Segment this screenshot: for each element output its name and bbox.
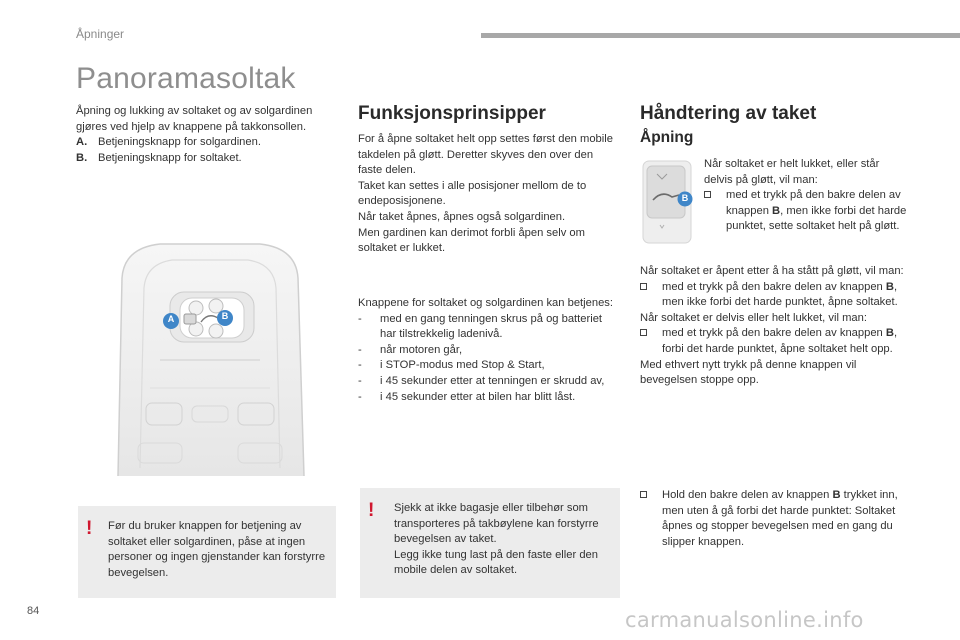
warning-text: Før du bruker knappen for betjening av soltaket eller solgardinen, påse at ingen personer og ingen gjenstander kan forstyrre bevegelsen.	[108, 520, 326, 579]
operating-conditions-block	[358, 296, 620, 405]
hold-action-item: Hold den bakre delen av knappen B trykket inn, men uten å gå forbi det harde punktet: Soltaket åpnes og stopper bevegelsen med en gang du slipper knappen.	[640, 488, 910, 550]
warning-text: Sjekk at ikke bagasje eller tilbehør som transporteres på takbøylene kan forstyrre bevegelsen av taket. Legg ikke tung last på den faste eller den mobile delen av soltaket.	[394, 502, 599, 577]
hold-action-block	[640, 488, 910, 550]
roof-console-illustration	[100, 238, 320, 483]
condition-item: - med en gang tenningen skrus på og batteriet har tilstrekkelig ladenivå.	[358, 312, 603, 341]
warning-box-middle	[360, 488, 620, 598]
partial-intro: Når soltaket er delvis eller helt lukket, vil man:	[640, 311, 867, 324]
open-state-block	[640, 264, 910, 389]
closed-intro: Når soltaket er helt lukket, eller står delvis på gløtt, vil man:	[704, 158, 880, 186]
roof-button-illustration	[642, 160, 694, 244]
heading-functional-principles: Funksjonsprinsipper	[358, 103, 546, 124]
intro-text: Åpning og lukking av soltaket og av solgardinen gjøres ved hjelp av knappene på takkonsollen.	[76, 105, 313, 133]
page-title: Panoramasoltak	[76, 62, 296, 95]
conditions-intro: Knappene for soltaket og solgardinen kan betjenes:	[358, 297, 614, 309]
checkbox-bullet-icon	[640, 329, 647, 336]
condition-item: - når motoren går,	[358, 343, 463, 356]
open-intro: Når soltaket er åpent etter å ha stått på gløtt, vil man:	[640, 265, 904, 277]
list-item-a	[76, 135, 338, 151]
label-b-badge: B	[221, 311, 229, 321]
warning-icon: !	[86, 518, 93, 539]
closed-action-item: med et trykk på den bakre delen av knappen B, men ikke forbi det harde punktet, sette soltaket helt på gløtt.	[704, 188, 909, 235]
roof-console-drawing	[100, 238, 320, 483]
list-key: A.	[76, 136, 88, 149]
list-item-b	[76, 151, 338, 167]
principle-paragraph: Taket kan settes i alle posisjoner mellom de to endeposisjonene.	[358, 179, 587, 208]
list-key: B.	[76, 151, 88, 164]
list-text: Betjeningsknapp for solgardinen.	[98, 136, 261, 149]
left-intro-block	[76, 104, 338, 166]
page-number: 84	[27, 605, 40, 617]
section-label: Åpninger	[76, 27, 125, 41]
closed-state-block	[704, 157, 909, 235]
checkbox-bullet-icon	[640, 491, 647, 498]
partial-action-item: med et trykk på den bakre delen av knappen B, forbi det harde punktet, åpne soltaket helt opp.	[640, 326, 910, 357]
list-text: Betjeningsknapp for soltaket.	[98, 151, 242, 164]
principle-paragraph: Når taket åpnes, åpnes også solgardinen.	[358, 210, 566, 223]
principle-paragraph: Men gardinen kan derimot forbli åpen selv om soltaket er lukket.	[358, 226, 585, 255]
open-action-item: med et trykk på den bakre delen av knappen B, men ikke forbi det harde punktet, åpne soltaket.	[640, 280, 910, 311]
warning-box-left	[78, 506, 336, 598]
condition-item: - i 45 sekunder etter at tenningen er skrudd av,	[358, 374, 605, 387]
principle-paragraph: For å åpne soltaket helt opp settes først den mobile takdelen på gløtt. Deretter skyves den over den faste delen.	[358, 133, 613, 177]
heading-roof-handling: Håndtering av taket	[640, 103, 817, 124]
label-a-badge: A	[167, 314, 175, 324]
principles-block	[358, 132, 620, 257]
condition-item: - i 45 sekunder etter at bilen har blitt låst.	[358, 390, 576, 403]
stop-note: Med ethvert nytt trykk på denne knappen vil bevegelsen stoppe opp.	[640, 358, 857, 387]
subheading-opening: Åpning	[640, 129, 694, 146]
label-b-badge: B	[681, 193, 689, 203]
warning-icon: !	[368, 500, 375, 521]
condition-item: - i STOP-modus med Stop & Start,	[358, 359, 545, 372]
checkbox-bullet-icon	[640, 283, 647, 290]
checkbox-bullet-icon	[704, 191, 711, 198]
watermark-text: carmanualsonline.info	[625, 608, 864, 632]
header-bar	[481, 33, 960, 38]
